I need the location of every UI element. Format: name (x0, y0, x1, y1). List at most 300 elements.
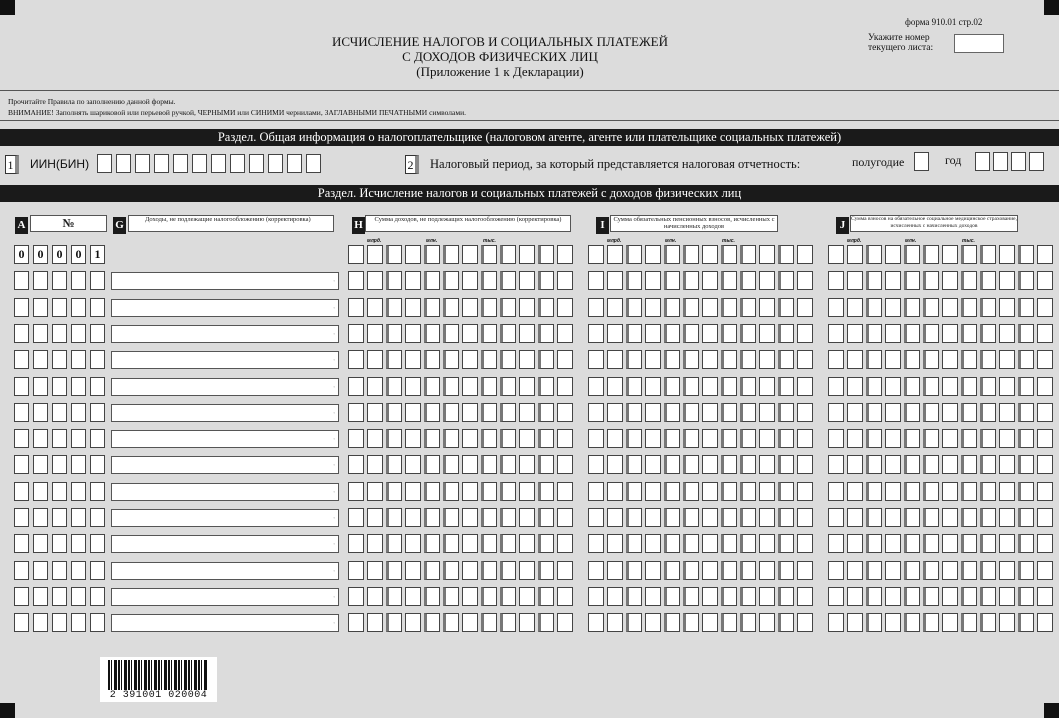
col-h-digit-cell[interactable] (367, 534, 383, 553)
col-j-digit-cell[interactable] (847, 403, 863, 422)
col-h-digit-cell[interactable] (443, 587, 459, 606)
col-h-digit-cell[interactable] (481, 613, 497, 632)
col-j-digit-cell[interactable] (885, 403, 901, 422)
col-i-digit-cell[interactable] (740, 298, 756, 317)
col-i-digit-cell[interactable] (664, 245, 680, 264)
col-h-digit-cell[interactable] (367, 298, 383, 317)
col-i-digit-cell[interactable] (626, 245, 642, 264)
col-i-digit-cell[interactable] (797, 508, 813, 527)
income-type-input[interactable] (111, 351, 339, 369)
col-h-digit-cell[interactable] (443, 482, 459, 501)
row-number-cell[interactable] (71, 377, 86, 396)
row-number-cell[interactable] (90, 403, 105, 422)
col-j-digit-cell[interactable] (923, 403, 939, 422)
col-j-digit-cell[interactable] (866, 350, 882, 369)
col-i-digit-cell[interactable] (797, 429, 813, 448)
col-j-digit-cell[interactable] (999, 350, 1015, 369)
col-j-digit-cell[interactable] (904, 429, 920, 448)
col-i-digit-cell[interactable] (778, 613, 794, 632)
col-j-digit-cell[interactable] (847, 271, 863, 290)
row-number-cell[interactable] (52, 403, 67, 422)
row-number-cell[interactable] (14, 613, 29, 632)
col-h-digit-cell[interactable] (424, 534, 440, 553)
col-h-digit-cell[interactable] (386, 455, 402, 474)
col-i-digit-cell[interactable] (702, 403, 718, 422)
col-j-digit-cell[interactable] (1037, 482, 1053, 501)
col-j-digit-cell[interactable] (999, 561, 1015, 580)
row-number-cell[interactable] (14, 482, 29, 501)
col-i-digit-cell[interactable] (778, 587, 794, 606)
col-j-digit-cell[interactable] (904, 245, 920, 264)
col-i-digit-cell[interactable] (721, 350, 737, 369)
col-j-digit-cell[interactable] (904, 298, 920, 317)
row-number-cell[interactable] (33, 561, 48, 580)
col-i-digit-cell[interactable] (664, 403, 680, 422)
col-i-digit-cell[interactable] (664, 271, 680, 290)
col-h-digit-cell[interactable] (348, 429, 364, 448)
col-h-digit-cell[interactable] (367, 350, 383, 369)
col-i-digit-cell[interactable] (702, 324, 718, 343)
col-i-digit-cell[interactable] (759, 508, 775, 527)
col-i-digit-cell[interactable] (607, 298, 623, 317)
col-i-digit-cell[interactable] (759, 561, 775, 580)
col-i-digit-cell[interactable] (778, 245, 794, 264)
col-i-digit-cell[interactable] (683, 324, 699, 343)
col-j-digit-cell[interactable] (828, 455, 844, 474)
col-j-digit-cell[interactable] (1037, 377, 1053, 396)
row-number-cell[interactable] (33, 482, 48, 501)
col-h-digit-cell[interactable] (519, 534, 535, 553)
col-h-digit-cell[interactable] (462, 271, 478, 290)
col-h-digit-cell[interactable] (538, 245, 554, 264)
col-j-digit-cell[interactable] (904, 561, 920, 580)
col-i-digit-cell[interactable] (759, 298, 775, 317)
col-i-digit-cell[interactable] (588, 613, 604, 632)
col-j-digit-cell[interactable] (942, 245, 958, 264)
col-j-digit-cell[interactable] (885, 350, 901, 369)
col-i-digit-cell[interactable] (740, 403, 756, 422)
row-number-cell[interactable] (90, 429, 105, 448)
col-i-digit-cell[interactable] (607, 482, 623, 501)
col-j-digit-cell[interactable] (980, 377, 996, 396)
col-j-digit-cell[interactable] (980, 561, 996, 580)
col-j-digit-cell[interactable] (1018, 455, 1034, 474)
row-number-cell[interactable] (52, 350, 67, 369)
col-j-digit-cell[interactable] (904, 534, 920, 553)
row-number-cell[interactable] (52, 482, 67, 501)
col-j-digit-cell[interactable] (1037, 298, 1053, 317)
col-j-digit-cell[interactable] (980, 245, 996, 264)
col-i-digit-cell[interactable] (778, 534, 794, 553)
col-h-digit-cell[interactable] (519, 455, 535, 474)
col-j-digit-cell[interactable] (942, 613, 958, 632)
iin-digit-cell[interactable] (287, 154, 302, 173)
row-number-cell[interactable] (90, 613, 105, 632)
col-i-digit-cell[interactable] (626, 324, 642, 343)
col-j-digit-cell[interactable] (1018, 587, 1034, 606)
col-j-digit-cell[interactable] (904, 403, 920, 422)
col-i-digit-cell[interactable] (740, 271, 756, 290)
col-j-digit-cell[interactable] (961, 482, 977, 501)
col-j-digit-cell[interactable] (866, 534, 882, 553)
col-h-digit-cell[interactable] (519, 508, 535, 527)
col-j-digit-cell[interactable] (942, 455, 958, 474)
col-i-digit-cell[interactable] (607, 271, 623, 290)
col-j-digit-cell[interactable] (923, 561, 939, 580)
col-h-digit-cell[interactable] (443, 403, 459, 422)
col-h-digit-cell[interactable] (348, 613, 364, 632)
col-h-digit-cell[interactable] (462, 482, 478, 501)
row-number-cell[interactable] (52, 429, 67, 448)
col-h-digit-cell[interactable] (348, 508, 364, 527)
col-j-digit-cell[interactable] (980, 403, 996, 422)
row-number-cell[interactable] (90, 324, 105, 343)
col-i-digit-cell[interactable] (778, 350, 794, 369)
col-j-digit-cell[interactable] (866, 561, 882, 580)
col-j-digit-cell[interactable] (847, 429, 863, 448)
col-i-digit-cell[interactable] (683, 508, 699, 527)
col-j-digit-cell[interactable] (999, 245, 1015, 264)
col-i-digit-cell[interactable] (702, 350, 718, 369)
col-j-digit-cell[interactable] (961, 298, 977, 317)
col-h-digit-cell[interactable] (405, 298, 421, 317)
col-j-digit-cell[interactable] (961, 245, 977, 264)
col-h-digit-cell[interactable] (405, 613, 421, 632)
row-number-cell[interactable] (71, 613, 86, 632)
col-h-digit-cell[interactable] (443, 429, 459, 448)
col-h-digit-cell[interactable] (424, 245, 440, 264)
row-number-cell[interactable] (52, 561, 67, 580)
col-j-digit-cell[interactable] (942, 350, 958, 369)
col-j-digit-cell[interactable] (923, 613, 939, 632)
col-i-digit-cell[interactable] (588, 429, 604, 448)
col-i-digit-cell[interactable] (702, 377, 718, 396)
col-h-digit-cell[interactable] (386, 587, 402, 606)
col-i-digit-cell[interactable] (683, 561, 699, 580)
col-i-digit-cell[interactable] (683, 298, 699, 317)
col-j-digit-cell[interactable] (923, 298, 939, 317)
row-number-cell[interactable] (52, 298, 67, 317)
col-j-digit-cell[interactable] (847, 587, 863, 606)
col-h-digit-cell[interactable] (557, 271, 573, 290)
col-i-digit-cell[interactable] (759, 271, 775, 290)
col-h-digit-cell[interactable] (386, 534, 402, 553)
col-h-digit-cell[interactable] (348, 245, 364, 264)
row-number-cell[interactable] (52, 324, 67, 343)
col-h-digit-cell[interactable] (538, 455, 554, 474)
col-j-digit-cell[interactable] (980, 298, 996, 317)
col-j-digit-cell[interactable] (904, 350, 920, 369)
col-i-digit-cell[interactable] (645, 613, 661, 632)
col-h-digit-cell[interactable] (557, 534, 573, 553)
col-h-digit-cell[interactable] (424, 298, 440, 317)
col-h-digit-cell[interactable] (519, 350, 535, 369)
col-i-digit-cell[interactable] (588, 455, 604, 474)
col-i-digit-cell[interactable] (607, 613, 623, 632)
col-h-digit-cell[interactable] (538, 324, 554, 343)
income-type-input[interactable] (111, 614, 339, 632)
col-j-digit-cell[interactable] (885, 455, 901, 474)
col-i-digit-cell[interactable] (740, 482, 756, 501)
col-h-digit-cell[interactable] (481, 482, 497, 501)
col-j-digit-cell[interactable] (885, 534, 901, 553)
col-i-digit-cell[interactable] (664, 587, 680, 606)
iin-digit-cell[interactable] (306, 154, 321, 173)
col-j-digit-cell[interactable] (961, 561, 977, 580)
col-j-digit-cell[interactable] (999, 403, 1015, 422)
col-h-digit-cell[interactable] (557, 508, 573, 527)
col-j-digit-cell[interactable] (961, 271, 977, 290)
col-i-digit-cell[interactable] (683, 482, 699, 501)
col-i-digit-cell[interactable] (645, 377, 661, 396)
col-j-digit-cell[interactable] (828, 613, 844, 632)
col-i-digit-cell[interactable] (740, 429, 756, 448)
col-h-digit-cell[interactable] (367, 482, 383, 501)
col-h-digit-cell[interactable] (348, 298, 364, 317)
col-j-digit-cell[interactable] (1037, 613, 1053, 632)
col-i-digit-cell[interactable] (607, 324, 623, 343)
col-h-digit-cell[interactable] (557, 429, 573, 448)
col-i-digit-cell[interactable] (721, 534, 737, 553)
col-j-digit-cell[interactable] (942, 271, 958, 290)
col-j-digit-cell[interactable] (980, 324, 996, 343)
col-h-digit-cell[interactable] (367, 403, 383, 422)
col-i-digit-cell[interactable] (588, 350, 604, 369)
col-h-digit-cell[interactable] (557, 455, 573, 474)
col-j-digit-cell[interactable] (961, 429, 977, 448)
col-i-digit-cell[interactable] (797, 587, 813, 606)
col-i-digit-cell[interactable] (778, 298, 794, 317)
col-j-digit-cell[interactable] (942, 403, 958, 422)
col-h-digit-cell[interactable] (424, 455, 440, 474)
col-i-digit-cell[interactable] (588, 324, 604, 343)
row-number-cell[interactable] (14, 377, 29, 396)
col-h-digit-cell[interactable] (405, 350, 421, 369)
col-j-digit-cell[interactable] (847, 350, 863, 369)
col-j-digit-cell[interactable] (847, 324, 863, 343)
col-i-digit-cell[interactable] (797, 534, 813, 553)
col-h-digit-cell[interactable] (348, 403, 364, 422)
col-i-digit-cell[interactable] (626, 350, 642, 369)
col-h-digit-cell[interactable] (538, 508, 554, 527)
col-i-digit-cell[interactable] (702, 508, 718, 527)
col-j-digit-cell[interactable] (942, 534, 958, 553)
col-h-digit-cell[interactable] (405, 245, 421, 264)
col-h-digit-cell[interactable] (443, 455, 459, 474)
row-number-cell[interactable] (71, 534, 86, 553)
col-h-digit-cell[interactable] (481, 455, 497, 474)
col-j-digit-cell[interactable] (885, 587, 901, 606)
col-i-digit-cell[interactable] (607, 534, 623, 553)
col-h-digit-cell[interactable] (424, 561, 440, 580)
col-h-digit-cell[interactable] (538, 403, 554, 422)
row-number-cell[interactable] (90, 482, 105, 501)
row-number-cell[interactable]: 1 (90, 245, 105, 264)
col-h-digit-cell[interactable] (519, 561, 535, 580)
col-h-digit-cell[interactable] (405, 429, 421, 448)
col-i-digit-cell[interactable] (778, 324, 794, 343)
col-h-digit-cell[interactable] (538, 534, 554, 553)
col-j-digit-cell[interactable] (828, 324, 844, 343)
col-i-digit-cell[interactable] (645, 298, 661, 317)
col-i-digit-cell[interactable] (626, 377, 642, 396)
col-j-digit-cell[interactable] (1018, 377, 1034, 396)
income-type-input[interactable] (111, 299, 339, 317)
col-j-digit-cell[interactable] (866, 482, 882, 501)
col-i-digit-cell[interactable] (588, 271, 604, 290)
col-i-digit-cell[interactable] (607, 403, 623, 422)
row-number-cell[interactable] (14, 508, 29, 527)
col-h-digit-cell[interactable] (348, 482, 364, 501)
col-j-digit-cell[interactable] (885, 271, 901, 290)
col-i-digit-cell[interactable] (683, 245, 699, 264)
col-h-digit-cell[interactable] (557, 377, 573, 396)
col-h-digit-cell[interactable] (386, 377, 402, 396)
col-h-digit-cell[interactable] (500, 613, 516, 632)
col-j-digit-cell[interactable] (961, 377, 977, 396)
col-j-digit-cell[interactable] (942, 587, 958, 606)
col-i-digit-cell[interactable] (797, 455, 813, 474)
row-number-cell[interactable] (71, 587, 86, 606)
col-i-digit-cell[interactable] (607, 561, 623, 580)
income-type-input[interactable] (111, 483, 339, 501)
col-i-digit-cell[interactable] (645, 455, 661, 474)
col-h-digit-cell[interactable] (557, 245, 573, 264)
col-j-digit-cell[interactable] (999, 271, 1015, 290)
col-i-digit-cell[interactable] (721, 324, 737, 343)
col-h-digit-cell[interactable] (538, 350, 554, 369)
col-i-digit-cell[interactable] (683, 271, 699, 290)
col-j-digit-cell[interactable] (847, 455, 863, 474)
col-i-digit-cell[interactable] (626, 455, 642, 474)
col-h-digit-cell[interactable] (519, 377, 535, 396)
col-h-digit-cell[interactable] (519, 271, 535, 290)
col-j-digit-cell[interactable] (942, 298, 958, 317)
col-i-digit-cell[interactable] (740, 587, 756, 606)
col-j-digit-cell[interactable] (980, 482, 996, 501)
col-h-digit-cell[interactable] (481, 534, 497, 553)
col-h-digit-cell[interactable] (462, 298, 478, 317)
col-i-digit-cell[interactable] (588, 508, 604, 527)
col-i-digit-cell[interactable] (664, 455, 680, 474)
col-i-digit-cell[interactable] (702, 271, 718, 290)
col-i-digit-cell[interactable] (740, 613, 756, 632)
col-h-digit-cell[interactable] (500, 508, 516, 527)
row-number-cell[interactable] (71, 271, 86, 290)
col-h-digit-cell[interactable] (500, 482, 516, 501)
col-i-digit-cell[interactable] (778, 508, 794, 527)
col-j-digit-cell[interactable] (866, 429, 882, 448)
col-h-digit-cell[interactable] (405, 561, 421, 580)
sheet-number-input[interactable] (954, 34, 1004, 53)
col-j-digit-cell[interactable] (1037, 429, 1053, 448)
col-i-digit-cell[interactable] (588, 377, 604, 396)
col-h-digit-cell[interactable] (538, 587, 554, 606)
col-j-digit-cell[interactable] (1018, 429, 1034, 448)
col-h-digit-cell[interactable] (367, 561, 383, 580)
col-h-digit-cell[interactable] (462, 534, 478, 553)
col-h-digit-cell[interactable] (405, 324, 421, 343)
col-i-digit-cell[interactable] (645, 324, 661, 343)
col-h-digit-cell[interactable] (481, 508, 497, 527)
col-j-digit-cell[interactable] (866, 245, 882, 264)
col-j-digit-cell[interactable] (1037, 587, 1053, 606)
income-type-input[interactable] (111, 535, 339, 553)
col-h-digit-cell[interactable] (557, 561, 573, 580)
col-j-digit-cell[interactable] (866, 587, 882, 606)
col-i-digit-cell[interactable] (664, 561, 680, 580)
col-h-digit-cell[interactable] (462, 245, 478, 264)
col-h-digit-cell[interactable] (500, 429, 516, 448)
row-number-cell[interactable] (33, 403, 48, 422)
row-number-cell[interactable] (33, 613, 48, 632)
col-h-digit-cell[interactable] (386, 508, 402, 527)
col-j-digit-cell[interactable] (961, 350, 977, 369)
col-i-digit-cell[interactable] (626, 561, 642, 580)
col-i-digit-cell[interactable] (740, 324, 756, 343)
col-h-digit-cell[interactable] (557, 613, 573, 632)
col-j-digit-cell[interactable] (923, 350, 939, 369)
income-type-input[interactable] (111, 272, 339, 290)
col-i-digit-cell[interactable] (664, 482, 680, 501)
col-h-digit-cell[interactable] (405, 482, 421, 501)
col-j-digit-cell[interactable] (847, 298, 863, 317)
col-j-digit-cell[interactable] (999, 508, 1015, 527)
col-j-digit-cell[interactable] (885, 613, 901, 632)
col-j-digit-cell[interactable] (1018, 613, 1034, 632)
col-i-digit-cell[interactable] (702, 561, 718, 580)
col-h-digit-cell[interactable] (462, 613, 478, 632)
col-h-digit-cell[interactable] (538, 613, 554, 632)
col-h-digit-cell[interactable] (462, 429, 478, 448)
col-h-digit-cell[interactable] (519, 613, 535, 632)
col-j-digit-cell[interactable] (1037, 561, 1053, 580)
col-h-digit-cell[interactable] (424, 377, 440, 396)
col-i-digit-cell[interactable] (626, 271, 642, 290)
col-j-digit-cell[interactable] (866, 455, 882, 474)
col-i-digit-cell[interactable] (664, 298, 680, 317)
col-h-digit-cell[interactable] (386, 429, 402, 448)
col-h-digit-cell[interactable] (481, 245, 497, 264)
col-i-digit-cell[interactable] (797, 271, 813, 290)
col-h-digit-cell[interactable] (481, 561, 497, 580)
col-i-digit-cell[interactable] (759, 403, 775, 422)
col-j-digit-cell[interactable] (1018, 324, 1034, 343)
col-i-digit-cell[interactable] (759, 455, 775, 474)
col-i-digit-cell[interactable] (645, 350, 661, 369)
col-h-digit-cell[interactable] (481, 429, 497, 448)
col-i-digit-cell[interactable] (702, 482, 718, 501)
col-h-digit-cell[interactable] (557, 350, 573, 369)
col-i-digit-cell[interactable] (645, 482, 661, 501)
row-number-cell[interactable] (71, 508, 86, 527)
col-h-digit-cell[interactable] (443, 324, 459, 343)
col-j-digit-cell[interactable] (828, 561, 844, 580)
col-j-digit-cell[interactable] (847, 508, 863, 527)
col-h-digit-cell[interactable] (462, 324, 478, 343)
col-j-digit-cell[interactable] (923, 324, 939, 343)
iin-digit-cell[interactable] (268, 154, 283, 173)
iin-digit-cell[interactable] (249, 154, 264, 173)
col-i-digit-cell[interactable] (778, 271, 794, 290)
col-j-digit-cell[interactable] (1037, 271, 1053, 290)
col-h-digit-cell[interactable] (538, 482, 554, 501)
row-number-cell[interactable] (14, 587, 29, 606)
col-j-digit-cell[interactable] (999, 534, 1015, 553)
col-i-digit-cell[interactable] (645, 245, 661, 264)
col-j-digit-cell[interactable] (923, 271, 939, 290)
year-digit-cell[interactable] (1011, 152, 1026, 171)
